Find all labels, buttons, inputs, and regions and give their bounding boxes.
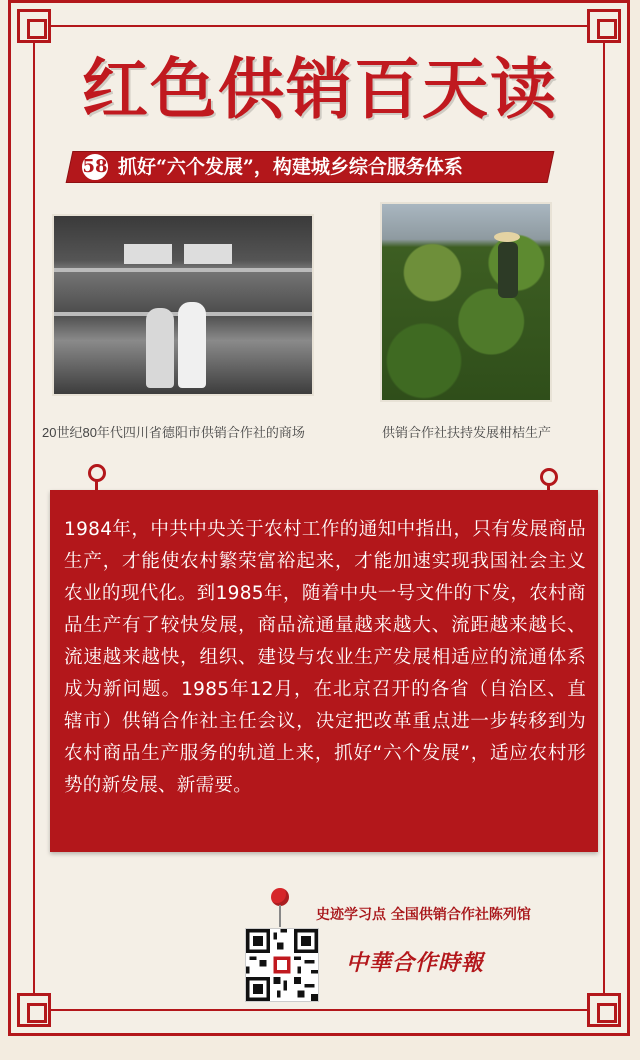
study-location: 史迹学习点 全国供销合作社陈列馆: [316, 907, 531, 923]
subtitle: 抓好“六个发展”，构建城乡综合服务体系: [118, 156, 463, 178]
photo-detail: [498, 242, 518, 298]
corner-ornament-icon: [17, 993, 51, 1027]
photo-detail: [124, 244, 172, 264]
photo-detail: [146, 308, 174, 388]
qr-code-icon[interactable]: [245, 928, 319, 1002]
photo-detail: [494, 232, 520, 242]
store-photo-caption: 20世纪80年代四川省德阳市供销合作社的商场: [42, 425, 305, 440]
newspaper-logo: 中華合作時報: [346, 950, 485, 976]
orchard-photo: [380, 202, 552, 402]
orchard-photo-caption: 供销合作社扶持发展柑桔生产: [382, 425, 552, 440]
location-pin-icon: [271, 888, 289, 906]
photo-detail: [184, 244, 232, 264]
page-title: 红色供销百天读: [82, 50, 558, 128]
corner-ornament-icon: [587, 993, 621, 1027]
store-photo: [52, 214, 314, 396]
location-pin-stem: [279, 905, 281, 927]
body-text: 1984年，中共中央关于农村工作的通知中指出，只有发展商品生产，才能使农村繁荣富裕起来，才能加速实现我国社会主义农业的现代化。到1985年，随着中央一号文件的下发，农村商品生产有了较快发展，商品流通量越来越大、流距越来越长、流速越来越快，组织、建设与农业生产发展相适应的流通体系成为新问题。1985年12月，在北京召开的各省（自治区、直辖市）供销合作社主任会议，决定把改革重点进一步转移到为农村商品生产服务的轨道上来，抓好“六个发展”，适应农村形势的新发展、新需要。: [64, 519, 586, 796]
issue-number-badge: 58: [80, 152, 110, 182]
text-panel: [50, 490, 598, 852]
photo-detail: [178, 302, 206, 388]
photo-detail: [54, 268, 312, 272]
